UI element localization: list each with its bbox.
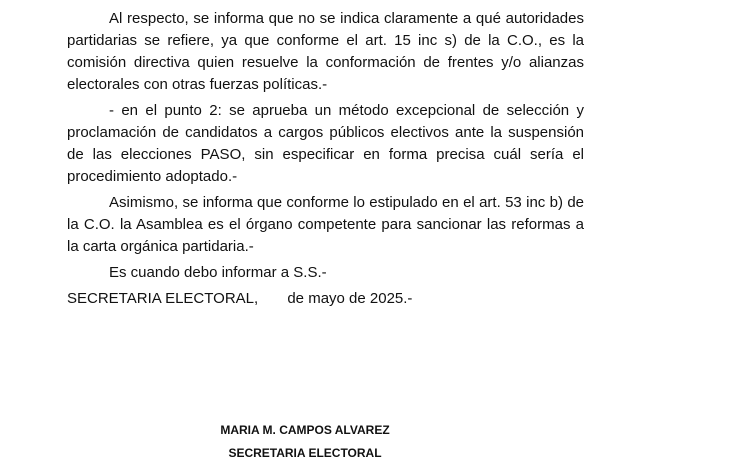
paragraph-point-2: - en el punto 2: se aprueba un método excepcional de selección y proclamación de candidatos a cargos públicos electivos ante la suspensión de las elecciones PASO, sin especificar en forma precisa cuál sería el procedimiento adoptado.- [67, 102, 584, 185]
paragraph-closing: Es cuando debo informar a S.S.- [109, 264, 327, 281]
signature-role: SECRETARIA ELECTORAL [228, 446, 382, 460]
dateline: SECRETARIA ELECTORAL, de mayo de 2025.- [67, 290, 413, 307]
paragraph-assembly: Asimismo, se informa que conforme lo estipulado en el art. 53 inc b) de la C.O. la Asamblea es el órgano competente para sancionar las reformas a la carta orgánica partidaria.- [67, 194, 584, 255]
document-body [67, 8, 584, 314]
signature-name: MARIA M. CAMPOS ALVAREZ [220, 423, 390, 437]
paragraph-authorities: Al respecto, se informa que no se indica claramente a qué autoridades partidarias se refiere, ya que conforme el art. 15 inc s) de la C.O., es la comisión directiva quien resuelve la conformación de frentes y/o alianzas electorales con otras fuerzas políticas.- [67, 10, 584, 93]
